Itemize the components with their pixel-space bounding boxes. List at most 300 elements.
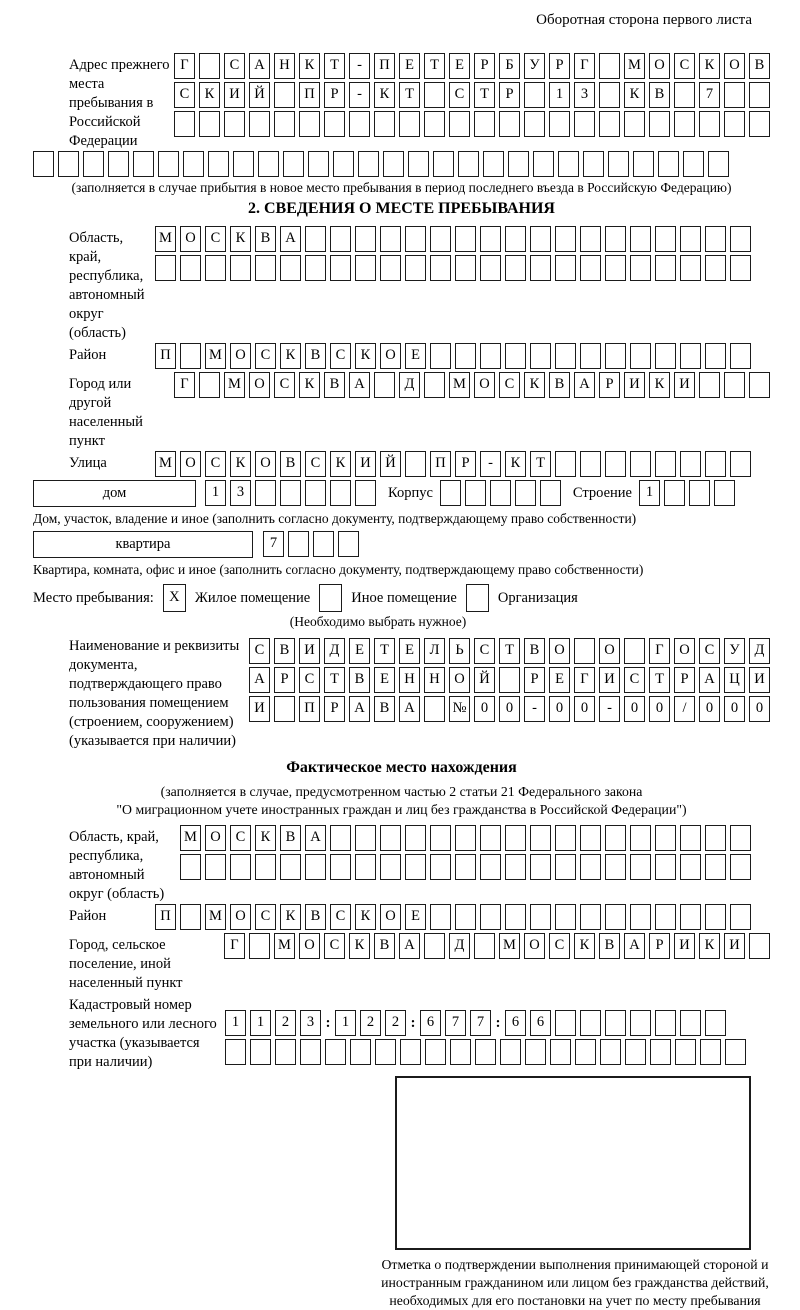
char-box[interactable]: К: [255, 825, 276, 851]
char-box[interactable]: П: [299, 696, 320, 722]
char-box[interactable]: [530, 904, 551, 930]
char-box[interactable]: О: [474, 372, 495, 398]
char-box[interactable]: Й: [474, 667, 495, 693]
char-box[interactable]: [430, 343, 451, 369]
char-box[interactable]: К: [649, 372, 670, 398]
char-box[interactable]: [675, 1039, 696, 1065]
char-box[interactable]: [705, 343, 726, 369]
char-box[interactable]: [180, 904, 201, 930]
char-box[interactable]: 7: [445, 1010, 466, 1036]
char-box[interactable]: Д: [399, 372, 420, 398]
char-box[interactable]: А: [249, 667, 270, 693]
char-box[interactable]: [550, 1039, 571, 1065]
char-box[interactable]: [405, 226, 426, 252]
char-box[interactable]: [133, 151, 154, 177]
char-box[interactable]: М: [499, 933, 520, 959]
char-box[interactable]: [83, 151, 104, 177]
char-box[interactable]: [655, 226, 676, 252]
char-box[interactable]: [674, 82, 695, 108]
char-box[interactable]: [430, 825, 451, 851]
char-box[interactable]: -: [480, 451, 501, 477]
char-box[interactable]: В: [255, 226, 276, 252]
char-box[interactable]: [630, 255, 651, 281]
char-box[interactable]: [305, 854, 326, 880]
char-box[interactable]: [674, 111, 695, 137]
char-box[interactable]: [380, 854, 401, 880]
char-box[interactable]: [274, 82, 295, 108]
char-box[interactable]: С: [255, 904, 276, 930]
char-box[interactable]: [433, 151, 454, 177]
char-box[interactable]: С: [674, 53, 695, 79]
char-box[interactable]: [505, 854, 526, 880]
char-box[interactable]: [630, 904, 651, 930]
char-box[interactable]: [483, 151, 504, 177]
char-box[interactable]: 0: [499, 696, 520, 722]
char-box[interactable]: [630, 343, 651, 369]
char-box[interactable]: 0: [474, 696, 495, 722]
char-box[interactable]: К: [230, 226, 251, 252]
char-box[interactable]: Т: [399, 82, 420, 108]
char-box[interactable]: [330, 226, 351, 252]
char-box[interactable]: [730, 825, 751, 851]
char-box[interactable]: Е: [374, 667, 395, 693]
char-box[interactable]: Т: [474, 82, 495, 108]
char-box[interactable]: Д: [324, 638, 345, 664]
char-box[interactable]: [580, 255, 601, 281]
char-box[interactable]: [58, 151, 79, 177]
char-box[interactable]: [574, 638, 595, 664]
char-box[interactable]: [730, 451, 751, 477]
char-box[interactable]: [624, 638, 645, 664]
char-box[interactable]: [730, 226, 751, 252]
char-box[interactable]: И: [224, 82, 245, 108]
char-box[interactable]: А: [349, 696, 370, 722]
char-box[interactable]: И: [624, 372, 645, 398]
char-box[interactable]: [655, 343, 676, 369]
char-box[interactable]: [680, 854, 701, 880]
char-box[interactable]: [605, 255, 626, 281]
char-box[interactable]: О: [380, 904, 401, 930]
char-box[interactable]: [630, 854, 651, 880]
char-box[interactable]: К: [299, 372, 320, 398]
char-box[interactable]: [255, 255, 276, 281]
char-box[interactable]: [680, 451, 701, 477]
char-box[interactable]: С: [324, 933, 345, 959]
char-box[interactable]: [474, 111, 495, 137]
char-box[interactable]: С: [624, 667, 645, 693]
char-box[interactable]: [480, 854, 501, 880]
char-box[interactable]: [455, 904, 476, 930]
char-box[interactable]: О: [649, 53, 670, 79]
char-box[interactable]: [724, 372, 745, 398]
char-box[interactable]: Р: [455, 451, 476, 477]
char-box[interactable]: [405, 825, 426, 851]
char-box[interactable]: №: [449, 696, 470, 722]
char-box[interactable]: П: [430, 451, 451, 477]
char-box[interactable]: [440, 480, 461, 506]
char-box[interactable]: [680, 226, 701, 252]
char-box[interactable]: В: [305, 904, 326, 930]
char-box[interactable]: П: [155, 343, 176, 369]
char-box[interactable]: [158, 151, 179, 177]
char-box[interactable]: О: [549, 638, 570, 664]
char-box[interactable]: [313, 531, 334, 557]
char-box[interactable]: [580, 904, 601, 930]
char-box[interactable]: К: [624, 82, 645, 108]
char-box[interactable]: [374, 111, 395, 137]
char-box[interactable]: К: [699, 53, 720, 79]
char-box[interactable]: -: [599, 696, 620, 722]
char-box[interactable]: [255, 480, 276, 506]
char-box[interactable]: [530, 343, 551, 369]
char-box[interactable]: У: [724, 638, 745, 664]
char-box[interactable]: С: [549, 933, 570, 959]
char-box[interactable]: А: [280, 226, 301, 252]
char-box[interactable]: Ц: [724, 667, 745, 693]
char-box[interactable]: И: [249, 696, 270, 722]
char-box[interactable]: [474, 933, 495, 959]
char-box[interactable]: [633, 151, 654, 177]
char-box[interactable]: [449, 111, 470, 137]
char-box[interactable]: [630, 451, 651, 477]
char-box[interactable]: В: [280, 451, 301, 477]
char-box[interactable]: В: [524, 638, 545, 664]
char-box[interactable]: [455, 226, 476, 252]
char-box[interactable]: О: [380, 343, 401, 369]
char-box[interactable]: [530, 825, 551, 851]
char-box[interactable]: [324, 111, 345, 137]
char-box[interactable]: 0: [724, 696, 745, 722]
char-box[interactable]: [405, 451, 426, 477]
char-box[interactable]: 1: [250, 1010, 271, 1036]
char-box[interactable]: [580, 854, 601, 880]
char-box[interactable]: [708, 151, 729, 177]
char-box[interactable]: А: [305, 825, 326, 851]
char-box[interactable]: [430, 854, 451, 880]
char-box[interactable]: К: [199, 82, 220, 108]
char-box[interactable]: [455, 854, 476, 880]
char-box[interactable]: [580, 451, 601, 477]
char-box[interactable]: [180, 343, 201, 369]
char-box[interactable]: П: [374, 53, 395, 79]
char-box[interactable]: [380, 825, 401, 851]
char-box[interactable]: [555, 343, 576, 369]
char-box[interactable]: [599, 53, 620, 79]
char-box[interactable]: [499, 667, 520, 693]
char-box[interactable]: И: [355, 451, 376, 477]
char-box[interactable]: [705, 451, 726, 477]
char-box[interactable]: [580, 1010, 601, 1036]
char-box[interactable]: [650, 1039, 671, 1065]
char-box[interactable]: И: [724, 933, 745, 959]
char-box[interactable]: Р: [324, 82, 345, 108]
char-box[interactable]: А: [699, 667, 720, 693]
char-box[interactable]: [355, 255, 376, 281]
char-box[interactable]: [558, 151, 579, 177]
char-box[interactable]: В: [324, 372, 345, 398]
char-box[interactable]: [299, 111, 320, 137]
char-box[interactable]: [288, 531, 309, 557]
char-box[interactable]: Р: [649, 933, 670, 959]
char-box[interactable]: И: [674, 372, 695, 398]
char-box[interactable]: [549, 111, 570, 137]
char-box[interactable]: С: [330, 343, 351, 369]
char-box[interactable]: [180, 854, 201, 880]
char-box[interactable]: [600, 1039, 621, 1065]
char-box[interactable]: [530, 854, 551, 880]
char-box[interactable]: [230, 255, 251, 281]
char-box[interactable]: [455, 825, 476, 851]
char-box[interactable]: [499, 111, 520, 137]
char-box[interactable]: [605, 904, 626, 930]
char-box[interactable]: [655, 825, 676, 851]
char-box[interactable]: [430, 226, 451, 252]
char-box[interactable]: С: [205, 226, 226, 252]
char-box[interactable]: В: [649, 82, 670, 108]
char-box[interactable]: 0: [749, 696, 770, 722]
char-box[interactable]: Д: [749, 638, 770, 664]
char-box[interactable]: [689, 480, 710, 506]
char-box[interactable]: М: [155, 451, 176, 477]
char-box[interactable]: [330, 854, 351, 880]
char-box[interactable]: [505, 255, 526, 281]
char-box[interactable]: И: [674, 933, 695, 959]
char-box[interactable]: [33, 151, 54, 177]
char-box[interactable]: [325, 1039, 346, 1065]
char-box[interactable]: [258, 151, 279, 177]
char-box[interactable]: [283, 151, 304, 177]
char-box[interactable]: [430, 904, 451, 930]
char-box[interactable]: О: [230, 343, 251, 369]
char-box[interactable]: Е: [549, 667, 570, 693]
char-box[interactable]: [705, 854, 726, 880]
char-box[interactable]: Г: [574, 667, 595, 693]
char-box[interactable]: /: [674, 696, 695, 722]
char-box[interactable]: Т: [324, 53, 345, 79]
char-box[interactable]: -: [349, 82, 370, 108]
char-box[interactable]: [458, 151, 479, 177]
char-box[interactable]: В: [749, 53, 770, 79]
char-box[interactable]: М: [449, 372, 470, 398]
char-box[interactable]: [399, 111, 420, 137]
char-box[interactable]: Р: [599, 372, 620, 398]
char-box[interactable]: С: [699, 638, 720, 664]
char-box[interactable]: [605, 1010, 626, 1036]
char-box[interactable]: [524, 111, 545, 137]
char-box[interactable]: [664, 480, 685, 506]
char-box[interactable]: А: [249, 53, 270, 79]
char-box[interactable]: [430, 255, 451, 281]
char-box[interactable]: [330, 255, 351, 281]
char-box[interactable]: [250, 1039, 271, 1065]
char-box[interactable]: [455, 255, 476, 281]
dom-field-box[interactable]: дом: [33, 480, 196, 507]
char-box[interactable]: Е: [349, 638, 370, 664]
char-box[interactable]: Р: [524, 667, 545, 693]
char-box[interactable]: [383, 151, 404, 177]
char-box[interactable]: [400, 1039, 421, 1065]
char-box[interactable]: К: [574, 933, 595, 959]
char-box[interactable]: П: [155, 904, 176, 930]
char-box[interactable]: 0: [699, 696, 720, 722]
char-box[interactable]: [730, 343, 751, 369]
char-box[interactable]: [555, 854, 576, 880]
char-box[interactable]: 6: [505, 1010, 526, 1036]
char-box[interactable]: -: [524, 696, 545, 722]
char-box[interactable]: [505, 825, 526, 851]
char-box[interactable]: 7: [699, 82, 720, 108]
char-box[interactable]: [724, 111, 745, 137]
char-box[interactable]: [280, 255, 301, 281]
char-box[interactable]: О: [205, 825, 226, 851]
char-box[interactable]: [505, 343, 526, 369]
char-box[interactable]: [249, 933, 270, 959]
char-box[interactable]: [199, 372, 220, 398]
char-box[interactable]: Т: [530, 451, 551, 477]
char-box[interactable]: [649, 111, 670, 137]
char-box[interactable]: [233, 151, 254, 177]
char-box[interactable]: В: [374, 933, 395, 959]
char-box[interactable]: У: [524, 53, 545, 79]
char-box[interactable]: Е: [449, 53, 470, 79]
char-box[interactable]: [424, 111, 445, 137]
char-box[interactable]: [380, 255, 401, 281]
char-box[interactable]: [714, 480, 735, 506]
char-box[interactable]: [480, 904, 501, 930]
char-box[interactable]: М: [205, 343, 226, 369]
char-box[interactable]: 3: [574, 82, 595, 108]
char-box[interactable]: С: [224, 53, 245, 79]
char-box[interactable]: [655, 854, 676, 880]
char-box[interactable]: [705, 825, 726, 851]
char-box[interactable]: [630, 825, 651, 851]
char-box[interactable]: М: [624, 53, 645, 79]
char-box[interactable]: [249, 111, 270, 137]
char-box[interactable]: [705, 226, 726, 252]
char-box[interactable]: [749, 82, 770, 108]
char-box[interactable]: 6: [530, 1010, 551, 1036]
char-box[interactable]: [305, 255, 326, 281]
char-box[interactable]: [555, 255, 576, 281]
char-box[interactable]: [280, 854, 301, 880]
char-box[interactable]: [255, 854, 276, 880]
char-box[interactable]: 1: [225, 1010, 246, 1036]
char-box[interactable]: [580, 226, 601, 252]
char-box[interactable]: О: [449, 667, 470, 693]
char-box[interactable]: [605, 451, 626, 477]
char-box[interactable]: О: [524, 933, 545, 959]
char-box[interactable]: Н: [424, 667, 445, 693]
char-box[interactable]: [655, 1010, 676, 1036]
char-box[interactable]: А: [399, 933, 420, 959]
char-box[interactable]: [700, 1039, 721, 1065]
char-box[interactable]: С: [449, 82, 470, 108]
char-box[interactable]: [350, 1039, 371, 1065]
char-box[interactable]: А: [624, 933, 645, 959]
char-box[interactable]: В: [349, 667, 370, 693]
char-box[interactable]: [725, 1039, 746, 1065]
char-box[interactable]: [630, 1010, 651, 1036]
char-box[interactable]: [658, 151, 679, 177]
char-box[interactable]: М: [180, 825, 201, 851]
char-box[interactable]: 0: [624, 696, 645, 722]
char-box[interactable]: 2: [385, 1010, 406, 1036]
char-box[interactable]: [749, 111, 770, 137]
char-box[interactable]: К: [699, 933, 720, 959]
char-box[interactable]: Е: [405, 904, 426, 930]
char-box[interactable]: [480, 825, 501, 851]
char-box[interactable]: Г: [174, 372, 195, 398]
char-box[interactable]: К: [349, 933, 370, 959]
char-box[interactable]: [508, 151, 529, 177]
char-box[interactable]: 7: [470, 1010, 491, 1036]
char-box[interactable]: Т: [374, 638, 395, 664]
char-box[interactable]: [308, 151, 329, 177]
char-box[interactable]: К: [230, 451, 251, 477]
char-box[interactable]: Р: [324, 696, 345, 722]
char-box[interactable]: О: [724, 53, 745, 79]
char-box[interactable]: С: [205, 451, 226, 477]
char-box[interactable]: 6: [420, 1010, 441, 1036]
char-box[interactable]: 0: [574, 696, 595, 722]
char-box[interactable]: [555, 226, 576, 252]
char-box[interactable]: И: [299, 638, 320, 664]
char-box[interactable]: [450, 1039, 471, 1065]
char-box[interactable]: С: [255, 343, 276, 369]
char-box[interactable]: [305, 226, 326, 252]
char-box[interactable]: 7: [263, 531, 284, 557]
char-box[interactable]: Т: [649, 667, 670, 693]
char-box[interactable]: 2: [275, 1010, 296, 1036]
char-box[interactable]: [680, 343, 701, 369]
char-box[interactable]: [224, 111, 245, 137]
char-box[interactable]: [655, 451, 676, 477]
char-box[interactable]: [199, 53, 220, 79]
char-box[interactable]: С: [474, 638, 495, 664]
char-box[interactable]: 1: [639, 480, 660, 506]
char-box[interactable]: [305, 480, 326, 506]
char-box[interactable]: С: [499, 372, 520, 398]
char-box[interactable]: [374, 372, 395, 398]
char-box[interactable]: [680, 825, 701, 851]
char-box[interactable]: [405, 255, 426, 281]
char-box[interactable]: [699, 372, 720, 398]
char-box[interactable]: -: [349, 53, 370, 79]
char-box[interactable]: Р: [474, 53, 495, 79]
char-box[interactable]: И: [599, 667, 620, 693]
char-box[interactable]: Е: [399, 638, 420, 664]
char-box[interactable]: С: [174, 82, 195, 108]
char-box[interactable]: [608, 151, 629, 177]
char-box[interactable]: М: [155, 226, 176, 252]
char-box[interactable]: Р: [549, 53, 570, 79]
char-box[interactable]: И: [749, 667, 770, 693]
char-box[interactable]: [358, 151, 379, 177]
char-box[interactable]: [749, 933, 770, 959]
char-box[interactable]: О: [299, 933, 320, 959]
char-box[interactable]: Д: [449, 933, 470, 959]
char-box[interactable]: Т: [324, 667, 345, 693]
char-box[interactable]: [605, 226, 626, 252]
char-box[interactable]: [425, 1039, 446, 1065]
char-box[interactable]: [599, 82, 620, 108]
char-box[interactable]: [500, 1039, 521, 1065]
char-box[interactable]: Й: [380, 451, 401, 477]
char-box[interactable]: [699, 111, 720, 137]
char-box[interactable]: [530, 255, 551, 281]
char-box[interactable]: [490, 480, 511, 506]
char-box[interactable]: [155, 255, 176, 281]
